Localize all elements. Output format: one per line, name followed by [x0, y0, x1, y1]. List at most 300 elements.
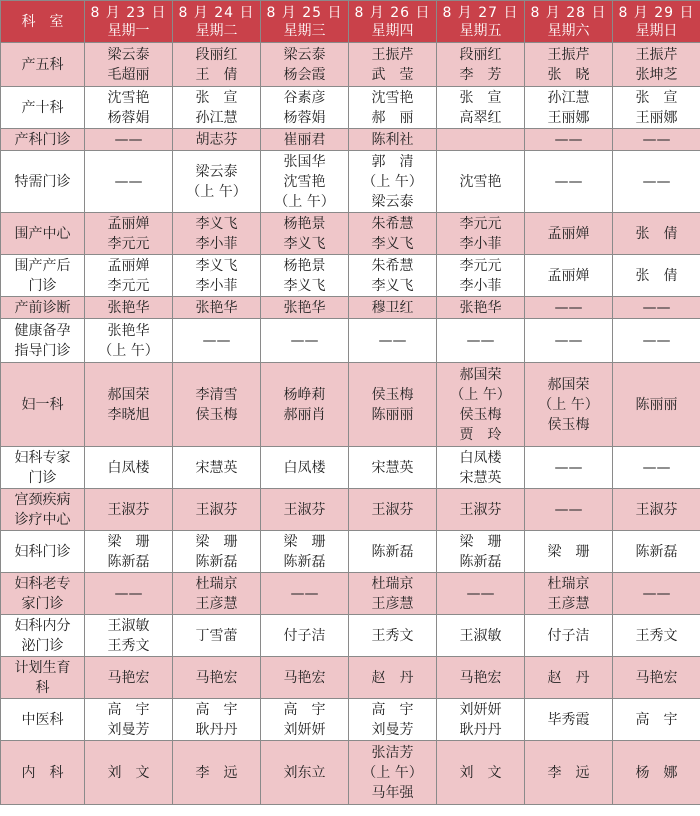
day-date: 8 月 24 日: [178, 4, 255, 21]
duty-entry: 孟丽婵: [107, 257, 150, 274]
duty-entry: 张艳华: [195, 299, 238, 316]
duty-entry: 李 远: [195, 764, 238, 781]
dept-cell: [1, 447, 85, 489]
duty-cell: [173, 363, 261, 447]
schedule-row: [1, 255, 700, 297]
duty-entry: （上 午）: [362, 173, 423, 190]
duty-entry: 李义飞: [371, 235, 414, 252]
duty-entry: 杨蓉娟: [107, 109, 150, 126]
duty-entry: ——: [642, 173, 671, 190]
duty-entry: 郝国荣: [547, 376, 590, 393]
duty-cell: [437, 255, 525, 297]
duty-cell: [613, 573, 700, 615]
dept-name: 家门诊: [21, 595, 64, 612]
dept-name: 指导门诊: [14, 342, 71, 359]
duty-entry: 刘东立: [283, 764, 326, 781]
duty-cell: [85, 657, 173, 699]
duty-entry: 梁云泰: [371, 193, 414, 210]
duty-entry: 王淑芬: [459, 501, 502, 518]
duty-entry: ——: [554, 131, 583, 148]
duty-entry: 高 宇: [635, 711, 678, 728]
duty-entry: 梁 珊: [547, 543, 590, 560]
schedule-row: [1, 447, 700, 489]
duty-entry: ——: [114, 585, 143, 602]
duty-entry: 孟丽婵: [547, 267, 590, 284]
duty-entry: ——: [554, 173, 583, 190]
duty-entry: 张 倩: [635, 225, 678, 242]
duty-cell: [173, 319, 261, 363]
duty-entry: 刘 文: [459, 764, 502, 781]
duty-entry: 马艳宏: [459, 669, 502, 686]
duty-entry: 梁云泰: [107, 46, 150, 63]
duty-cell: [173, 129, 261, 151]
dept-name: 产科门诊: [14, 131, 71, 148]
duty-entry: 杨艳景: [283, 215, 326, 232]
duty-cell: [437, 657, 525, 699]
duty-entry: 赵 丹: [547, 669, 590, 686]
duty-entry: 杨蓉娟: [283, 109, 326, 126]
duty-entry: 王秀文: [635, 627, 678, 644]
duty-cell: [613, 363, 700, 447]
duty-cell: [261, 363, 349, 447]
duty-entry: 孟丽婵: [107, 215, 150, 232]
duty-entry: 毕秀霞: [547, 711, 590, 728]
duty-cell: [437, 615, 525, 657]
duty-entry: 李 芳: [459, 66, 502, 83]
duty-entry: 沈雪艳: [107, 89, 150, 106]
dept-cell: [1, 699, 85, 741]
duty-entry: 梁云泰: [195, 163, 238, 180]
duty-entry: 刘 文: [107, 764, 150, 781]
day-weekday: 星期五: [459, 22, 502, 39]
duty-entry: 李晓旭: [107, 406, 150, 423]
duty-cell: [173, 255, 261, 297]
duty-cell: [261, 255, 349, 297]
duty-entry: ——: [378, 332, 407, 349]
duty-cell: [261, 741, 349, 805]
duty-entry: （上 午）: [538, 396, 599, 413]
duty-cell: [525, 87, 613, 129]
duty-entry: 丁雪蕾: [195, 627, 238, 644]
duty-cell: [173, 531, 261, 573]
duty-entry: 崔丽君: [283, 131, 326, 148]
duty-entry: 段丽红: [459, 46, 502, 63]
duty-entry: 沈雪艳: [459, 173, 502, 190]
duty-cell: [437, 87, 525, 129]
duty-entry: ——: [466, 332, 495, 349]
schedule-row: [1, 213, 700, 255]
duty-cell: [85, 297, 173, 319]
duty-entry: 付子洁: [547, 627, 590, 644]
duty-entry: 侯玉梅: [371, 386, 414, 403]
duty-entry: 张 宣: [195, 89, 238, 106]
duty-entry: 刘妍妍: [459, 701, 502, 718]
duty-entry: 谷素彦: [283, 89, 326, 106]
duty-entry: 李清雪: [195, 386, 238, 403]
duty-entry: 侯玉梅: [459, 406, 502, 423]
schedule-row: [1, 319, 700, 363]
duty-entry: 刘妍妍: [283, 721, 326, 738]
dept-name: 产前诊断: [14, 299, 71, 316]
duty-entry: 王彦慧: [371, 595, 414, 612]
duty-entry: 陈利社: [371, 131, 414, 148]
duty-cell: [261, 43, 349, 87]
duty-entry: 穆卫红: [371, 299, 414, 316]
duty-entry: 杨会霞: [283, 66, 326, 83]
duty-cell: [85, 319, 173, 363]
dept-cell: [1, 489, 85, 531]
day-date: 8 月 23 日: [90, 4, 167, 21]
duty-entry: （上 午）: [450, 386, 511, 403]
duty-cell: [349, 43, 437, 87]
duty-cell: [173, 573, 261, 615]
duty-cell: [261, 213, 349, 255]
duty-cell: [349, 297, 437, 319]
dept-name: 产五科: [21, 56, 64, 73]
duty-entry: 郝国荣: [459, 366, 502, 383]
duty-cell: [85, 87, 173, 129]
schedule-row: [1, 363, 700, 447]
schedule-row: [1, 129, 700, 151]
duty-entry: 梁 珊: [107, 533, 150, 550]
duty-cell: [85, 531, 173, 573]
dept-header: 科 室: [1, 1, 85, 43]
duty-entry: 陈新磊: [283, 553, 326, 570]
dept-name: 泌门诊: [21, 637, 64, 654]
duty-cell: [349, 657, 437, 699]
duty-entry: 毛超丽: [107, 66, 150, 83]
duty-entry: 王淑芬: [371, 501, 414, 518]
duty-entry: ——: [202, 332, 231, 349]
duty-entry: 高 宇: [371, 701, 414, 718]
duty-cell: [349, 699, 437, 741]
duty-entry: 侯玉梅: [547, 416, 590, 433]
duty-entry: 王淑敏: [459, 627, 502, 644]
dept-cell: [1, 531, 85, 573]
schedule-body: [1, 43, 700, 805]
duty-cell: [85, 741, 173, 805]
duty-cell: [349, 87, 437, 129]
duty-cell: [85, 363, 173, 447]
duty-entry: 耿丹丹: [195, 721, 238, 738]
dept-name: 科: [35, 679, 50, 696]
duty-entry: 朱希慧: [371, 257, 414, 274]
duty-entry: 张坤芝: [635, 66, 678, 83]
duty-entry: 陈新磊: [635, 543, 678, 560]
duty-cell: [525, 43, 613, 87]
duty-entry: ——: [642, 131, 671, 148]
duty-entry: 王淑敏: [107, 617, 150, 634]
duty-entry: 张 宣: [459, 89, 502, 106]
dept-cell: [1, 213, 85, 255]
dept-cell: [1, 43, 85, 87]
duty-entry: 高 宇: [107, 701, 150, 718]
duty-entry: 赵 丹: [371, 669, 414, 686]
duty-cell: [85, 573, 173, 615]
duty-cell: [613, 657, 700, 699]
duty-cell: [525, 447, 613, 489]
dept-name: 妇科门诊: [14, 543, 71, 560]
duty-entry: 张 晓: [547, 66, 590, 83]
duty-entry: 白凤楼: [283, 459, 326, 476]
duty-entry: 白凤楼: [107, 459, 150, 476]
duty-cell: [261, 699, 349, 741]
duty-cell: [613, 319, 700, 363]
duty-cell: [261, 447, 349, 489]
schedule-row: [1, 531, 700, 573]
schedule-row: [1, 657, 700, 699]
duty-entry: 杜瑞京: [547, 575, 590, 592]
duty-entry: 沈雪艳: [371, 89, 414, 106]
duty-cell: [85, 129, 173, 151]
duty-entry: 王淑芬: [283, 501, 326, 518]
duty-entry: ——: [642, 585, 671, 602]
schedule-row: [1, 699, 700, 741]
duty-entry: 马艳宏: [107, 669, 150, 686]
duty-entry: 孟丽婵: [547, 225, 590, 242]
duty-entry: （上 午）: [186, 183, 247, 200]
duty-entry: 李小菲: [459, 277, 502, 294]
duty-entry: 杨峥莉: [283, 386, 326, 403]
duty-cell: [525, 363, 613, 447]
dept-name: 宫颈疾病: [14, 491, 71, 508]
dept-name: 门诊: [28, 469, 57, 486]
duty-cell: [173, 151, 261, 213]
duty-entry: 马年强: [371, 784, 414, 801]
duty-cell: [349, 573, 437, 615]
duty-entry: 高翠红: [459, 109, 502, 126]
duty-entry: 李义飞: [195, 257, 238, 274]
duty-cell: [349, 151, 437, 213]
duty-cell: [85, 213, 173, 255]
duty-cell: [613, 531, 700, 573]
dept-name: 围产产后: [14, 257, 71, 274]
duty-cell: [437, 43, 525, 87]
duty-cell: [525, 319, 613, 363]
duty-entry: 杜瑞京: [195, 575, 238, 592]
duty-entry: 耿丹丹: [459, 721, 502, 738]
duty-entry: ——: [642, 332, 671, 349]
duty-entry: 梁 珊: [195, 533, 238, 550]
dept-cell: [1, 255, 85, 297]
duty-cell: [525, 489, 613, 531]
duty-cell: [261, 129, 349, 151]
duty-entry: 王淑芬: [195, 501, 238, 518]
duty-entry: 王淑芬: [107, 501, 150, 518]
duty-entry: 王振芹: [547, 46, 590, 63]
duty-cell: [173, 699, 261, 741]
dept-name: 中医科: [21, 711, 64, 728]
duty-entry: 朱希慧: [371, 215, 414, 232]
dept-name: 诊疗中心: [14, 511, 71, 528]
duty-entry: 张艳华: [283, 299, 326, 316]
duty-cell: [437, 319, 525, 363]
duty-entry: 李小菲: [459, 235, 502, 252]
dept-cell: [1, 741, 85, 805]
duty-entry: （上 午）: [274, 193, 335, 210]
duty-cell: [525, 657, 613, 699]
duty-entry: 李元元: [107, 235, 150, 252]
duty-entry: 王丽娜: [547, 109, 590, 126]
duty-entry: 马艳宏: [195, 669, 238, 686]
day-header: [437, 1, 525, 43]
duty-entry: ——: [642, 299, 671, 316]
duty-entry: 王淑芬: [635, 501, 678, 518]
duty-cell: [261, 319, 349, 363]
duty-entry: 宋慧英: [459, 469, 502, 486]
duty-entry: 段丽红: [195, 46, 238, 63]
duty-entry: ——: [554, 459, 583, 476]
schedule-row: [1, 43, 700, 87]
duty-cell: [173, 657, 261, 699]
day-weekday: 星期一: [107, 22, 150, 39]
duty-cell: [85, 151, 173, 213]
duty-cell: [349, 213, 437, 255]
duty-entry: 王秀文: [107, 637, 150, 654]
duty-entry: 付子洁: [283, 627, 326, 644]
dept-cell: [1, 151, 85, 213]
duty-cell: [613, 87, 700, 129]
header-row: [1, 1, 700, 43]
duty-cell: [437, 531, 525, 573]
duty-entry: 陈新磊: [107, 553, 150, 570]
duty-cell: [173, 43, 261, 87]
day-date: 8 月 25 日: [266, 4, 343, 21]
duty-entry: 杨艳景: [283, 257, 326, 274]
duty-entry: （上 午）: [362, 764, 423, 781]
duty-entry: 沈雪艳: [283, 173, 326, 190]
duty-cell: [173, 213, 261, 255]
duty-cell: [437, 573, 525, 615]
duty-cell: [85, 255, 173, 297]
duty-cell: [349, 531, 437, 573]
duty-entry: ——: [290, 585, 319, 602]
duty-cell: [261, 657, 349, 699]
duty-cell: [437, 741, 525, 805]
duty-cell: [261, 489, 349, 531]
duty-entry: 李小菲: [195, 235, 238, 252]
duty-cell: [349, 363, 437, 447]
schedule-row: [1, 87, 700, 129]
duty-cell: [613, 151, 700, 213]
duty-entry: ——: [114, 131, 143, 148]
duty-cell: [437, 447, 525, 489]
dept-name: 特需门诊: [14, 173, 71, 190]
duty-entry: 李义飞: [283, 277, 326, 294]
schedule-row: [1, 741, 700, 805]
day-header: [525, 1, 613, 43]
duty-entry: ——: [466, 585, 495, 602]
day-weekday: 星期四: [371, 22, 414, 39]
duty-entry: 张洁芳: [371, 744, 414, 761]
duty-entry: 马艳宏: [635, 669, 678, 686]
duty-cell: [437, 213, 525, 255]
duty-cell: [525, 255, 613, 297]
duty-entry: 孙江慧: [195, 109, 238, 126]
duty-entry: 陈新磊: [195, 553, 238, 570]
duty-entry: 梁 珊: [283, 533, 326, 550]
duty-cell: [525, 615, 613, 657]
duty-cell: [437, 489, 525, 531]
duty-entry: 张艳华: [459, 299, 502, 316]
duty-entry: 李元元: [107, 277, 150, 294]
day-date: 8 月 28 日: [530, 4, 607, 21]
duty-cell: [173, 489, 261, 531]
duty-entry: 陈丽丽: [635, 396, 678, 413]
duty-cell: [261, 573, 349, 615]
duty-entry: 张国华: [283, 153, 326, 170]
day-header: [173, 1, 261, 43]
duty-cell: [525, 741, 613, 805]
duty-cell: [525, 699, 613, 741]
duty-cell: [613, 297, 700, 319]
dept-cell: [1, 573, 85, 615]
duty-cell: [613, 255, 700, 297]
dept-name: 围产中心: [14, 225, 71, 242]
schedule-row: [1, 615, 700, 657]
dept-name: 妇科老专: [14, 575, 71, 592]
duty-cell: [613, 447, 700, 489]
dept-cell: [1, 129, 85, 151]
duty-entry: 李义飞: [195, 215, 238, 232]
day-header: [261, 1, 349, 43]
dept-name: 健康备孕: [14, 322, 71, 339]
duty-cell: [613, 741, 700, 805]
duty-entry: 陈新磊: [459, 553, 502, 570]
dept-name: 计划生育: [14, 659, 71, 676]
duty-entry: 李义飞: [371, 277, 414, 294]
duty-cell: [525, 573, 613, 615]
dept-name: 内 科: [21, 764, 64, 781]
dept-cell: [1, 319, 85, 363]
day-date: 8 月 26 日: [354, 4, 431, 21]
duty-cell: [85, 699, 173, 741]
dept-cell: [1, 363, 85, 447]
duty-cell: [173, 297, 261, 319]
duty-entry: 王丽娜: [635, 109, 678, 126]
duty-cell: [525, 213, 613, 255]
duty-entry: 刘曼芳: [107, 721, 150, 738]
duty-cell: [613, 43, 700, 87]
day-weekday: 星期二: [195, 22, 238, 39]
duty-cell: [437, 129, 525, 151]
duty-entry: 李元元: [459, 257, 502, 274]
duty-cell: [525, 297, 613, 319]
duty-entry: 高 宇: [195, 701, 238, 718]
duty-entry: 王秀文: [371, 627, 414, 644]
day-date: 8 月 29 日: [618, 4, 695, 21]
duty-entry: 孙江慧: [547, 89, 590, 106]
duty-cell: [613, 699, 700, 741]
duty-entry: ——: [290, 332, 319, 349]
day-weekday: 星期六: [547, 22, 590, 39]
duty-entry: 马艳宏: [283, 669, 326, 686]
duty-cell: [85, 489, 173, 531]
duty-cell: [349, 615, 437, 657]
dept-cell: [1, 657, 85, 699]
duty-entry: 梁云泰: [283, 46, 326, 63]
duty-entry: 贾 玲: [459, 426, 502, 443]
day-weekday: 星期三: [283, 22, 326, 39]
schedule-row: [1, 297, 700, 319]
day-header: [349, 1, 437, 43]
duty-entry: 陈新磊: [371, 543, 414, 560]
duty-entry: ——: [642, 459, 671, 476]
duty-cell: [349, 129, 437, 151]
dept-cell: [1, 297, 85, 319]
duty-cell: [613, 213, 700, 255]
duty-entry: （上 午）: [98, 342, 159, 359]
